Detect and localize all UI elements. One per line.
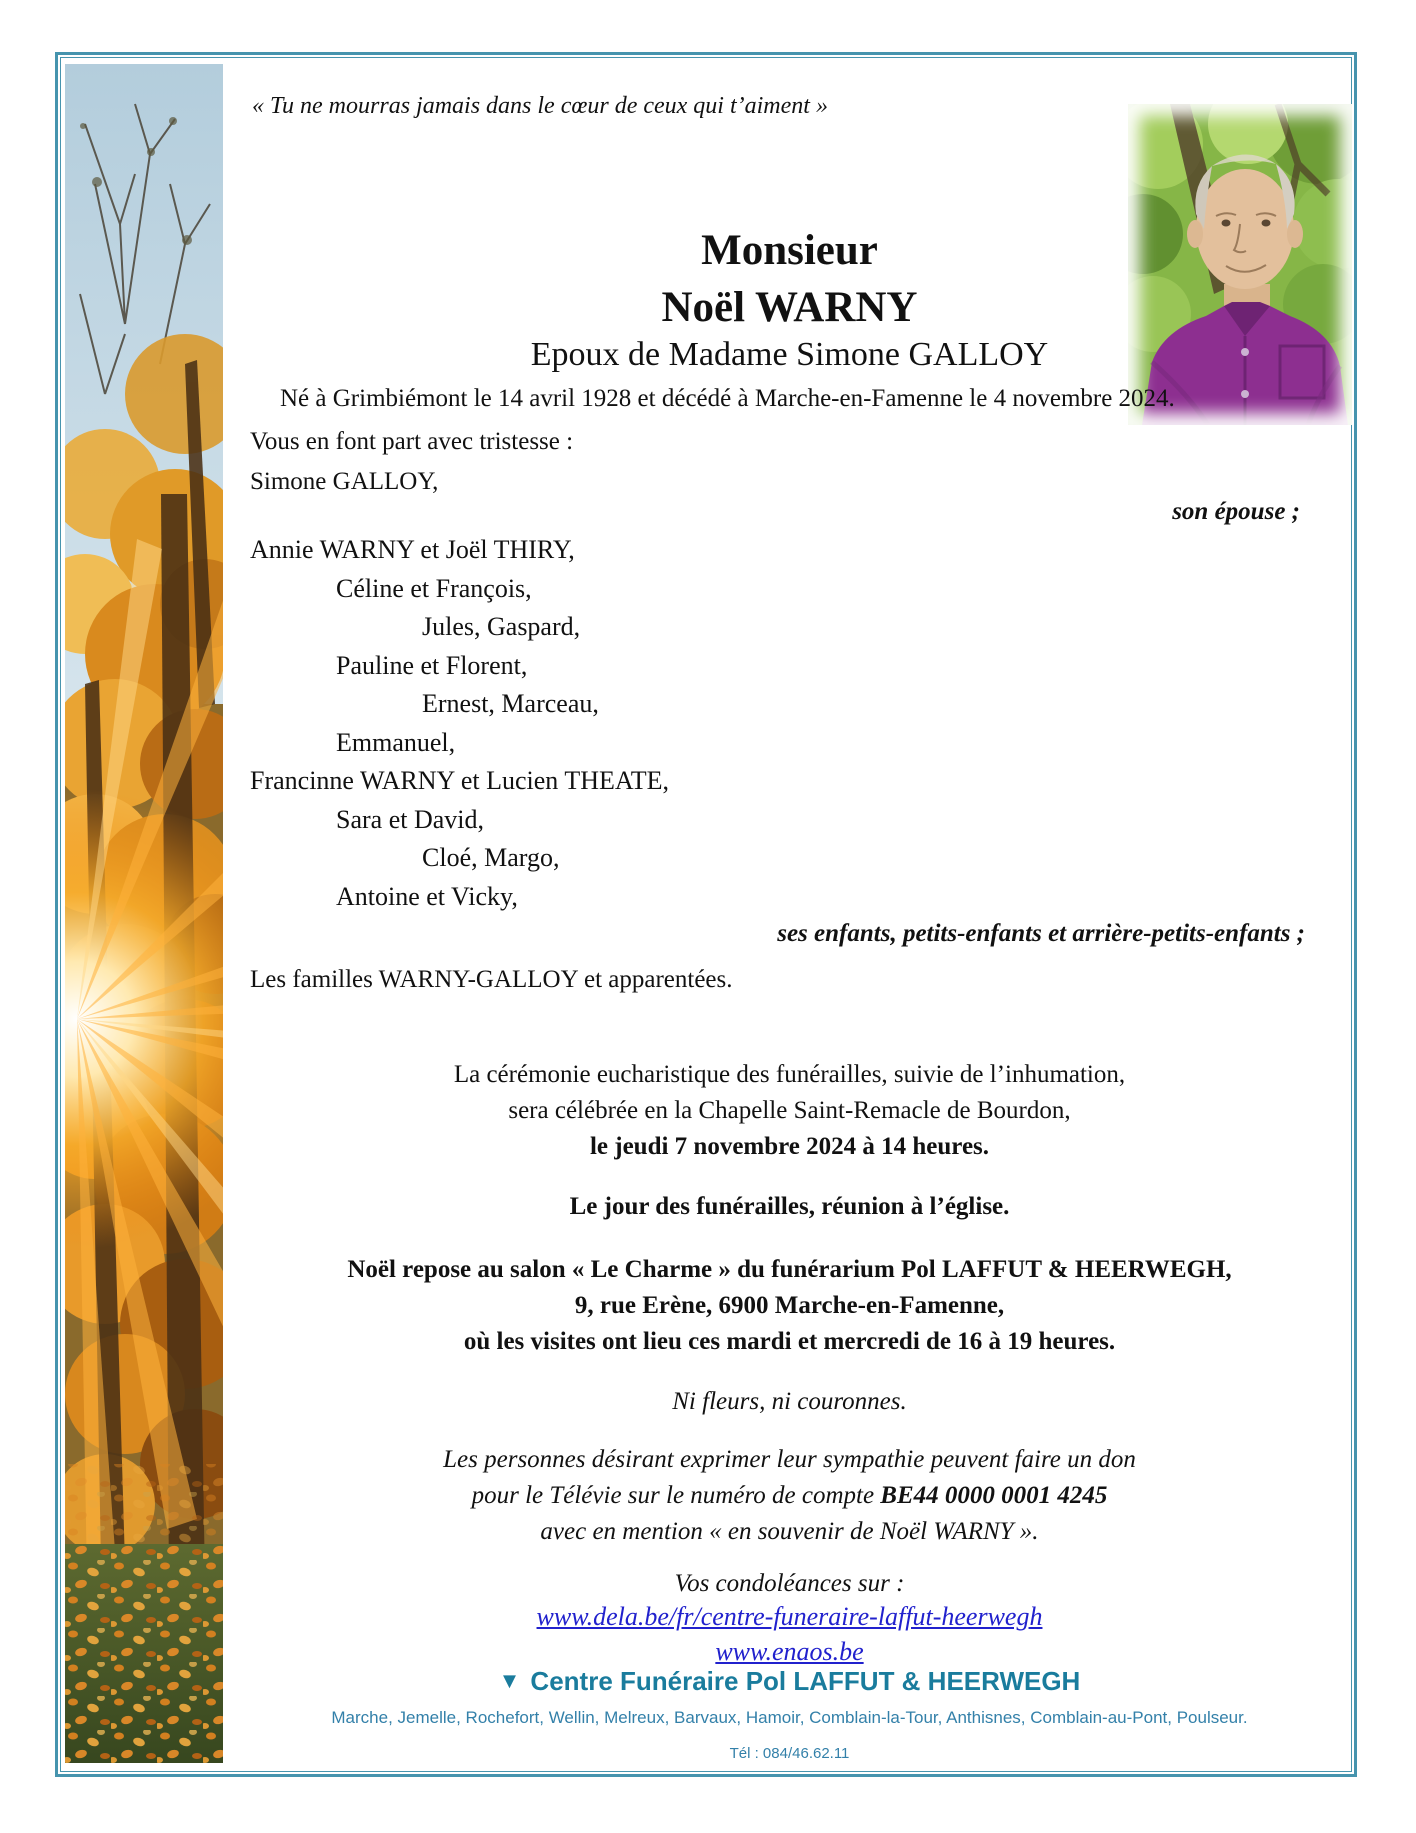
ceremony-line-2: sera célébrée en la Chapelle Saint-Remacle de Bourdon,	[508, 1097, 1071, 1124]
meeting-line: Le jour des funérailles, réunion à l’église.	[569, 1193, 1010, 1220]
condolences-label: Vos condoléances sur :	[674, 1570, 905, 1597]
visitation-address: 9, rue Erène, 6900 Marche-en-Famenne,	[574, 1292, 1005, 1319]
autumn-scene-image	[65, 64, 223, 1763]
ceremony-date-line: le jeudi 7 novembre 2024 à 14 heures.	[589, 1133, 990, 1160]
family-line: Pauline et Florent,	[336, 650, 528, 680]
family-line: Jules, Gaspard,	[422, 612, 581, 641]
ceremony-line-1: La cérémonie eucharistique des funérailles, suivie de l’inhumation,	[453, 1061, 1126, 1088]
autumn-photo-strip	[65, 64, 223, 1763]
memorial-quote: « Tu ne mourras jamais dans le cœur de ceux qui t’aiment »	[252, 93, 828, 119]
family-line: Ernest, Marceau,	[422, 689, 599, 718]
triangle-down-icon: ▼	[498, 1668, 521, 1693]
family-list	[250, 531, 669, 916]
family-line: Antoine et Vicky,	[336, 881, 518, 911]
donation-line-2-text: pour le Télévie sur le numéro de compte	[471, 1482, 881, 1509]
family-line: Céline et François,	[336, 573, 532, 603]
family-line: Francinne WARNY et Lucien THEATE,	[250, 766, 670, 795]
deceased-title-name	[222, 222, 1357, 336]
wife-name: Simone GALLOY,	[250, 468, 439, 495]
visitation-line-1: Noël repose au salon « Le Charme » du funérarium Pol LAFFUT & HEERWEGH,	[347, 1256, 1232, 1283]
family-line: Emmanuel,	[336, 727, 456, 757]
children-role: ses enfants, petits-enfants et arrière-petits-enfants ;	[777, 920, 1305, 947]
funeral-home-phone: Tél : 084/46.62.11	[729, 1745, 850, 1762]
donation-line-1: Les personnes désirant exprimer leur sympathie peuvent faire un don	[443, 1446, 1136, 1473]
donation-line-2	[222, 1482, 1357, 1510]
announcement-intro: Vous en font part avec tristesse :	[250, 428, 574, 455]
funeral-home-brand	[222, 1666, 1357, 1697]
no-flowers-line: Ni fleurs, ni couronnes.	[672, 1388, 907, 1415]
deceased-title: Monsieur	[701, 227, 878, 274]
family-line: Annie WARNY et Joël THIRY,	[250, 535, 575, 564]
donation-account-number: BE44 0000 0001 4245	[880, 1482, 1108, 1509]
deceased-name: Noël WARNY	[661, 284, 918, 331]
funeral-home-cities: Marche, Jemelle, Rochefort, Wellin, Melreux, Barvaux, Hamoir, Comblain-la-Tour, Anthisnes, Comblain-au-Pont, Poulseur.	[331, 1708, 1248, 1727]
visitation-hours: où les visites ont lieu ces mardi et mercredi de 16 à 19 heures.	[463, 1328, 1116, 1355]
spouse-line: Epoux de Madame Simone GALLOY	[530, 336, 1049, 373]
families-line: Les familles WARNY-GALLOY et apparentées.	[250, 966, 733, 993]
condolences-link-enaos[interactable]: www.enaos.be	[715, 1637, 864, 1666]
donation-line-3: avec en mention « en souvenir de Noël WARNY ».	[540, 1518, 1039, 1545]
family-line: Cloé, Margo,	[422, 843, 560, 872]
birth-death-line: Né à Grimbiémont le 14 avril 1928 et décédé à Marche-en-Famenne le 4 novembre 2024.	[280, 385, 1175, 412]
family-line: Sara et David,	[336, 804, 485, 834]
wife-role: son épouse ;	[1172, 498, 1300, 525]
funeral-home-name: Centre Funéraire Pol LAFFUT & HEERWEGH	[530, 1666, 1081, 1696]
condolences-link-dela[interactable]: www.dela.be/fr/centre-funeraire-laffut-heerwegh	[536, 1602, 1043, 1631]
